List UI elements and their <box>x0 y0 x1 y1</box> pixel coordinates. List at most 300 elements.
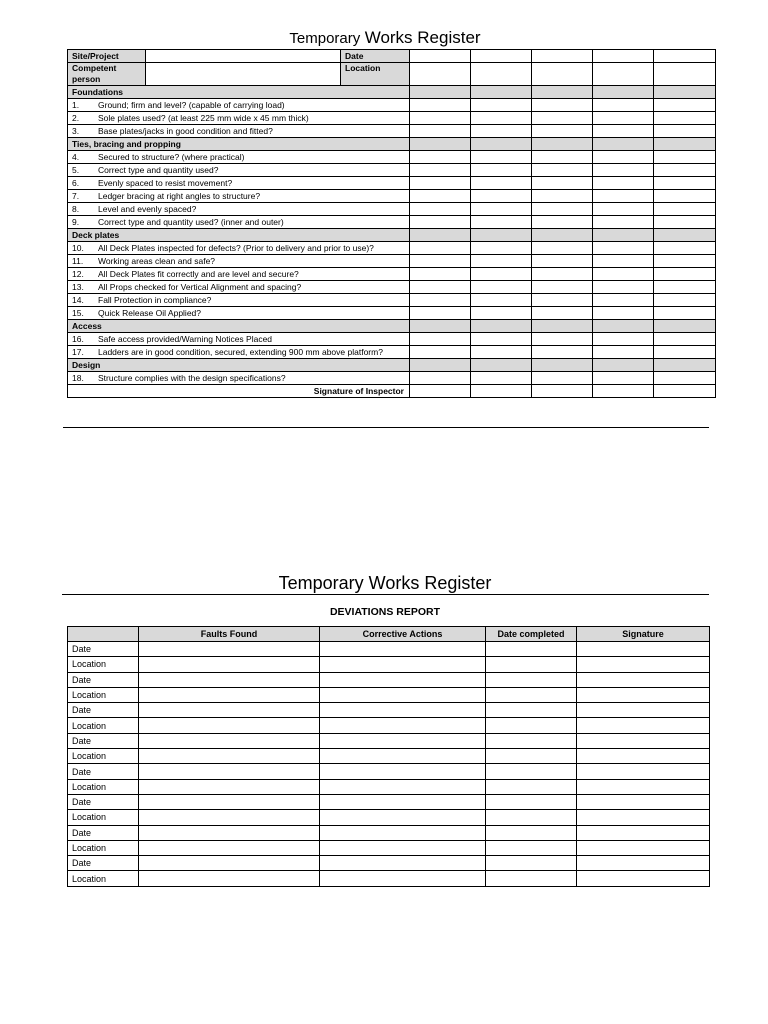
check-cell[interactable] <box>471 203 532 216</box>
entry-cell[interactable] <box>577 779 710 794</box>
column-header: Date completed <box>486 627 577 642</box>
entry-cell[interactable] <box>577 749 710 764</box>
signature-cell[interactable] <box>532 385 593 398</box>
divider-line <box>63 427 709 428</box>
deviations-subtitle: DEVIATIONS REPORT <box>329 606 441 618</box>
deviation-row <box>68 856 710 871</box>
item-text: Working areas clean and safe? <box>98 256 216 266</box>
check-cell[interactable] <box>532 242 593 255</box>
deviation-row <box>68 657 710 672</box>
entry-cell[interactable] <box>577 810 710 825</box>
entry-cell[interactable] <box>577 642 710 657</box>
check-cell[interactable] <box>471 216 532 229</box>
check-cell[interactable] <box>532 63 593 86</box>
entry-cell[interactable] <box>486 840 577 855</box>
column-header: Corrective Actions <box>320 627 486 642</box>
entry-cell[interactable] <box>139 672 320 687</box>
entry-cell[interactable] <box>320 810 486 825</box>
check-cell[interactable] <box>410 359 471 372</box>
checklist-item <box>68 151 410 164</box>
check-cell[interactable] <box>471 268 532 281</box>
entry-cell[interactable] <box>320 825 486 840</box>
check-cell[interactable] <box>471 151 532 164</box>
entry-cell[interactable] <box>486 810 577 825</box>
row-label: Date <box>68 642 139 657</box>
check-cell[interactable] <box>532 333 593 346</box>
section-title: Access <box>68 320 410 333</box>
check-cell[interactable] <box>410 138 471 151</box>
entry-cell[interactable] <box>139 871 320 886</box>
entry-cell[interactable] <box>486 856 577 871</box>
column-header: Signature <box>577 627 710 642</box>
row-label: Location <box>68 810 139 825</box>
entry-cell[interactable] <box>139 794 320 809</box>
check-cell[interactable] <box>593 268 654 281</box>
checklist-item-row <box>68 255 716 268</box>
row-label: Date <box>68 856 139 871</box>
deviation-row <box>68 825 710 840</box>
check-cell[interactable] <box>593 229 654 242</box>
check-cell[interactable] <box>593 190 654 203</box>
item-text: Sole plates used? (at least 225 mm wide x 45 mm thick) <box>98 113 309 123</box>
check-cell[interactable] <box>532 281 593 294</box>
check-cell[interactable] <box>593 63 654 86</box>
deviations-table <box>67 626 710 887</box>
check-cell[interactable] <box>471 125 532 138</box>
row-label: Location <box>68 779 139 794</box>
checklist-item <box>68 216 410 229</box>
check-cell[interactable] <box>471 99 532 112</box>
item-number: 17. <box>72 347 84 357</box>
row-label: Date <box>68 825 139 840</box>
entry-cell[interactable] <box>486 672 577 687</box>
section-title: Ties, bracing and propping <box>68 138 410 151</box>
item-number: 4. <box>72 152 80 162</box>
entry-cell[interactable] <box>486 764 577 779</box>
check-cell[interactable] <box>471 242 532 255</box>
deviations-header-row <box>68 627 710 642</box>
check-cell[interactable] <box>593 294 654 307</box>
check-cell[interactable] <box>471 320 532 333</box>
entry-cell[interactable] <box>139 642 320 657</box>
entry-cell[interactable] <box>486 733 577 748</box>
checklist-item <box>68 281 410 294</box>
check-cell[interactable] <box>532 294 593 307</box>
signature-cell[interactable] <box>654 385 716 398</box>
check-cell[interactable] <box>593 86 654 99</box>
entry-cell[interactable] <box>486 687 577 702</box>
check-cell[interactable] <box>532 112 593 125</box>
check-cell[interactable] <box>471 307 532 320</box>
entry-cell[interactable] <box>577 687 710 702</box>
site-project-label: Site/Project <box>68 50 146 63</box>
check-cell[interactable] <box>532 99 593 112</box>
check-cell[interactable] <box>593 255 654 268</box>
item-text: All Props checked for Vertical Alignment and spacing? <box>98 282 302 292</box>
item-text: Base plates/jacks in good condition and fitted? <box>98 126 273 136</box>
check-cell[interactable] <box>532 307 593 320</box>
check-cell[interactable] <box>532 138 593 151</box>
check-cell[interactable] <box>532 229 593 242</box>
item-number: 12. <box>72 269 84 279</box>
check-cell[interactable] <box>654 138 716 151</box>
check-cell[interactable] <box>654 177 716 190</box>
check-cell[interactable] <box>593 333 654 346</box>
row-label: Location <box>68 657 139 672</box>
checklist-item-row <box>68 242 716 255</box>
entry-cell[interactable] <box>577 825 710 840</box>
entry-cell[interactable] <box>139 825 320 840</box>
section-header-row <box>68 229 716 242</box>
section-title: Deck plates <box>68 229 410 242</box>
check-cell[interactable] <box>410 125 471 138</box>
check-cell[interactable] <box>593 359 654 372</box>
checklist-item <box>68 164 410 177</box>
check-cell[interactable] <box>410 268 471 281</box>
item-text: Correct type and quantity used? <box>98 165 219 175</box>
entry-cell[interactable] <box>139 703 320 718</box>
entry-cell[interactable] <box>486 871 577 886</box>
check-cell[interactable] <box>471 333 532 346</box>
check-cell[interactable] <box>593 138 654 151</box>
deviation-row <box>68 733 710 748</box>
check-cell[interactable] <box>593 307 654 320</box>
deviation-row <box>68 703 710 718</box>
entry-cell[interactable] <box>139 856 320 871</box>
check-cell[interactable] <box>410 63 471 86</box>
entry-cell[interactable] <box>139 764 320 779</box>
check-cell[interactable] <box>410 86 471 99</box>
check-cell[interactable] <box>593 320 654 333</box>
check-cell[interactable] <box>593 216 654 229</box>
checklist-item-row <box>68 294 716 307</box>
entry-cell[interactable] <box>577 856 710 871</box>
deviation-row <box>68 871 710 886</box>
check-cell[interactable] <box>410 50 471 63</box>
row-label: Location <box>68 687 139 702</box>
entry-cell[interactable] <box>577 703 710 718</box>
entry-cell[interactable] <box>139 749 320 764</box>
entry-cell[interactable] <box>139 733 320 748</box>
check-cell[interactable] <box>410 190 471 203</box>
check-cell[interactable] <box>654 50 716 63</box>
check-cell[interactable] <box>654 242 716 255</box>
item-number: 5. <box>72 165 80 175</box>
site-project-field[interactable] <box>146 50 341 63</box>
item-number: 8. <box>72 204 80 214</box>
check-cell[interactable] <box>532 216 593 229</box>
checklist-item-row <box>68 307 716 320</box>
check-cell[interactable] <box>410 333 471 346</box>
check-cell[interactable] <box>593 177 654 190</box>
check-cell[interactable] <box>593 242 654 255</box>
signature-cell[interactable] <box>471 385 532 398</box>
check-cell[interactable] <box>410 346 471 359</box>
row-label: Date <box>68 703 139 718</box>
check-cell[interactable] <box>593 203 654 216</box>
entry-cell[interactable] <box>139 779 320 794</box>
item-text: Structure complies with the design specifications? <box>98 373 286 383</box>
check-cell[interactable] <box>654 216 716 229</box>
entry-cell[interactable] <box>139 657 320 672</box>
entry-cell[interactable] <box>577 718 710 733</box>
entry-cell[interactable] <box>577 764 710 779</box>
entry-cell[interactable] <box>139 810 320 825</box>
check-cell[interactable] <box>471 359 532 372</box>
check-cell[interactable] <box>532 255 593 268</box>
checklist-item <box>68 125 410 138</box>
checklist-item-row <box>68 125 716 138</box>
check-cell[interactable] <box>471 138 532 151</box>
row-label: Date <box>68 733 139 748</box>
entry-cell[interactable] <box>320 794 486 809</box>
check-cell[interactable] <box>471 50 532 63</box>
item-text: Quick Release Oil Applied? <box>98 308 202 318</box>
section-header-row <box>68 359 716 372</box>
check-cell[interactable] <box>471 63 532 86</box>
deviation-row <box>68 764 710 779</box>
checklist-item <box>68 333 410 346</box>
entry-cell[interactable] <box>486 703 577 718</box>
entry-cell[interactable] <box>486 657 577 672</box>
check-cell[interactable] <box>654 255 716 268</box>
checklist-item-row <box>68 203 716 216</box>
check-cell[interactable] <box>654 86 716 99</box>
entry-cell[interactable] <box>486 642 577 657</box>
check-cell[interactable] <box>654 346 716 359</box>
check-cell[interactable] <box>410 372 471 385</box>
deviation-row <box>68 672 710 687</box>
check-cell[interactable] <box>471 294 532 307</box>
item-number: 3. <box>72 126 80 136</box>
check-cell[interactable] <box>532 372 593 385</box>
row-label: Location <box>68 718 139 733</box>
check-cell[interactable] <box>593 50 654 63</box>
checklist-item <box>68 268 410 281</box>
check-cell[interactable] <box>532 320 593 333</box>
entry-cell[interactable] <box>577 871 710 886</box>
check-cell[interactable] <box>410 203 471 216</box>
item-number: 9. <box>72 217 80 227</box>
check-cell[interactable] <box>410 281 471 294</box>
check-cell[interactable] <box>593 372 654 385</box>
check-cell[interactable] <box>532 346 593 359</box>
check-cell[interactable] <box>471 372 532 385</box>
signature-of-inspector-label: Signature of Inspector <box>68 385 410 398</box>
competent-person-field[interactable] <box>146 63 341 86</box>
item-text: Level and evenly spaced? <box>98 204 197 214</box>
signature-cell[interactable] <box>593 385 654 398</box>
row-label: Date <box>68 794 139 809</box>
check-cell[interactable] <box>410 320 471 333</box>
checklist-item-row <box>68 346 716 359</box>
checklist-item <box>68 372 410 385</box>
item-text: All Deck Plates fit correctly and are level and secure? <box>98 269 299 279</box>
check-cell[interactable] <box>532 268 593 281</box>
item-number: 11. <box>72 256 84 266</box>
check-cell[interactable] <box>654 320 716 333</box>
check-cell[interactable] <box>654 164 716 177</box>
check-cell[interactable] <box>654 281 716 294</box>
checklist-item-row <box>68 177 716 190</box>
check-cell[interactable] <box>532 177 593 190</box>
check-cell[interactable] <box>410 216 471 229</box>
row-label: Location <box>68 871 139 886</box>
entry-cell[interactable] <box>320 856 486 871</box>
item-text: Ground; firm and level? (capable of carrying load) <box>98 100 285 110</box>
entry-cell[interactable] <box>320 840 486 855</box>
check-cell[interactable] <box>593 112 654 125</box>
entry-cell[interactable] <box>320 779 486 794</box>
check-cell[interactable] <box>532 203 593 216</box>
check-cell[interactable] <box>410 164 471 177</box>
check-cell[interactable] <box>532 359 593 372</box>
item-text: Fall Protection in compliance? <box>98 295 212 305</box>
entry-cell[interactable] <box>577 657 710 672</box>
entry-cell[interactable] <box>486 779 577 794</box>
register-title-part1: Temporary <box>289 30 361 47</box>
check-cell[interactable] <box>654 307 716 320</box>
check-cell[interactable] <box>471 177 532 190</box>
check-cell[interactable] <box>654 190 716 203</box>
check-cell[interactable] <box>471 229 532 242</box>
checklist-item-row <box>68 268 716 281</box>
check-cell[interactable] <box>532 190 593 203</box>
check-cell[interactable] <box>471 86 532 99</box>
entry-cell[interactable] <box>320 672 486 687</box>
checklist-item-row <box>68 281 716 294</box>
checklist-item <box>68 190 410 203</box>
checklist-item <box>68 242 410 255</box>
inspection-register-table <box>67 49 716 398</box>
check-cell[interactable] <box>410 255 471 268</box>
row-label: Location <box>68 749 139 764</box>
check-cell[interactable] <box>654 229 716 242</box>
site-project-row <box>68 50 716 63</box>
item-number: 15. <box>72 308 84 318</box>
check-cell[interactable] <box>532 125 593 138</box>
entry-cell[interactable] <box>577 840 710 855</box>
section-title: Design <box>68 359 410 372</box>
entry-cell[interactable] <box>577 733 710 748</box>
check-cell[interactable] <box>593 99 654 112</box>
check-cell[interactable] <box>471 190 532 203</box>
check-cell[interactable] <box>471 164 532 177</box>
entry-cell[interactable] <box>320 718 486 733</box>
checklist-item <box>68 99 410 112</box>
check-cell[interactable] <box>410 294 471 307</box>
location-label: Location <box>341 63 410 86</box>
check-cell[interactable] <box>654 333 716 346</box>
signature-cell[interactable] <box>410 385 471 398</box>
row-label: Location <box>68 840 139 855</box>
check-cell[interactable] <box>654 63 716 86</box>
check-cell[interactable] <box>410 99 471 112</box>
check-cell[interactable] <box>593 125 654 138</box>
row-label: Date <box>68 672 139 687</box>
checklist-item <box>68 346 410 359</box>
checklist-item-row <box>68 190 716 203</box>
check-cell[interactable] <box>654 203 716 216</box>
entry-cell[interactable] <box>139 687 320 702</box>
entry-cell[interactable] <box>320 764 486 779</box>
check-cell[interactable] <box>654 151 716 164</box>
check-cell[interactable] <box>654 99 716 112</box>
check-cell[interactable] <box>471 346 532 359</box>
entry-cell[interactable] <box>320 749 486 764</box>
check-cell[interactable] <box>654 294 716 307</box>
check-cell[interactable] <box>532 86 593 99</box>
entry-cell[interactable] <box>577 672 710 687</box>
entry-cell[interactable] <box>320 703 486 718</box>
deviation-row <box>68 718 710 733</box>
check-cell[interactable] <box>532 164 593 177</box>
register-title-part2: Works Register <box>364 28 481 47</box>
item-text: Ledger bracing at right angles to structure? <box>98 191 261 201</box>
deviation-row <box>68 840 710 855</box>
entry-cell[interactable] <box>486 794 577 809</box>
checklist-item-row <box>68 372 716 385</box>
check-cell[interactable] <box>471 281 532 294</box>
check-cell[interactable] <box>532 151 593 164</box>
section-header-row <box>68 86 716 99</box>
register-title <box>0 28 768 49</box>
check-cell[interactable] <box>593 164 654 177</box>
check-cell[interactable] <box>593 281 654 294</box>
entry-cell[interactable] <box>139 718 320 733</box>
checklist-item-row <box>68 333 716 346</box>
deviation-row <box>68 794 710 809</box>
entry-cell[interactable] <box>320 657 486 672</box>
item-text: Ladders are in good condition, secured, extending 900 mm above platform? <box>98 347 383 357</box>
check-cell[interactable] <box>471 112 532 125</box>
deviations-title: Temporary Works Register <box>278 573 492 593</box>
entry-cell[interactable] <box>320 871 486 886</box>
check-cell[interactable] <box>654 112 716 125</box>
item-number: 6. <box>72 178 80 188</box>
check-cell[interactable] <box>593 151 654 164</box>
check-cell[interactable] <box>471 255 532 268</box>
item-number: 2. <box>72 113 80 123</box>
checklist-item <box>68 255 410 268</box>
check-cell[interactable] <box>410 151 471 164</box>
column-header: Faults Found <box>139 627 320 642</box>
entry-cell[interactable] <box>139 840 320 855</box>
check-cell[interactable] <box>410 177 471 190</box>
entry-cell[interactable] <box>486 749 577 764</box>
entry-cell[interactable] <box>577 794 710 809</box>
entry-cell[interactable] <box>320 687 486 702</box>
check-cell[interactable] <box>410 307 471 320</box>
item-number: 7. <box>72 191 80 201</box>
check-cell[interactable] <box>654 125 716 138</box>
check-cell[interactable] <box>654 359 716 372</box>
entry-cell[interactable] <box>486 718 577 733</box>
check-cell[interactable] <box>593 346 654 359</box>
check-cell[interactable] <box>410 112 471 125</box>
check-cell[interactable] <box>532 50 593 63</box>
header-blank <box>68 627 139 642</box>
check-cell[interactable] <box>410 242 471 255</box>
section-title: Foundations <box>68 86 410 99</box>
check-cell[interactable] <box>654 372 716 385</box>
entry-cell[interactable] <box>486 825 577 840</box>
entry-cell[interactable] <box>320 642 486 657</box>
check-cell[interactable] <box>654 268 716 281</box>
check-cell[interactable] <box>410 229 471 242</box>
entry-cell[interactable] <box>320 733 486 748</box>
checklist-item-row <box>68 164 716 177</box>
